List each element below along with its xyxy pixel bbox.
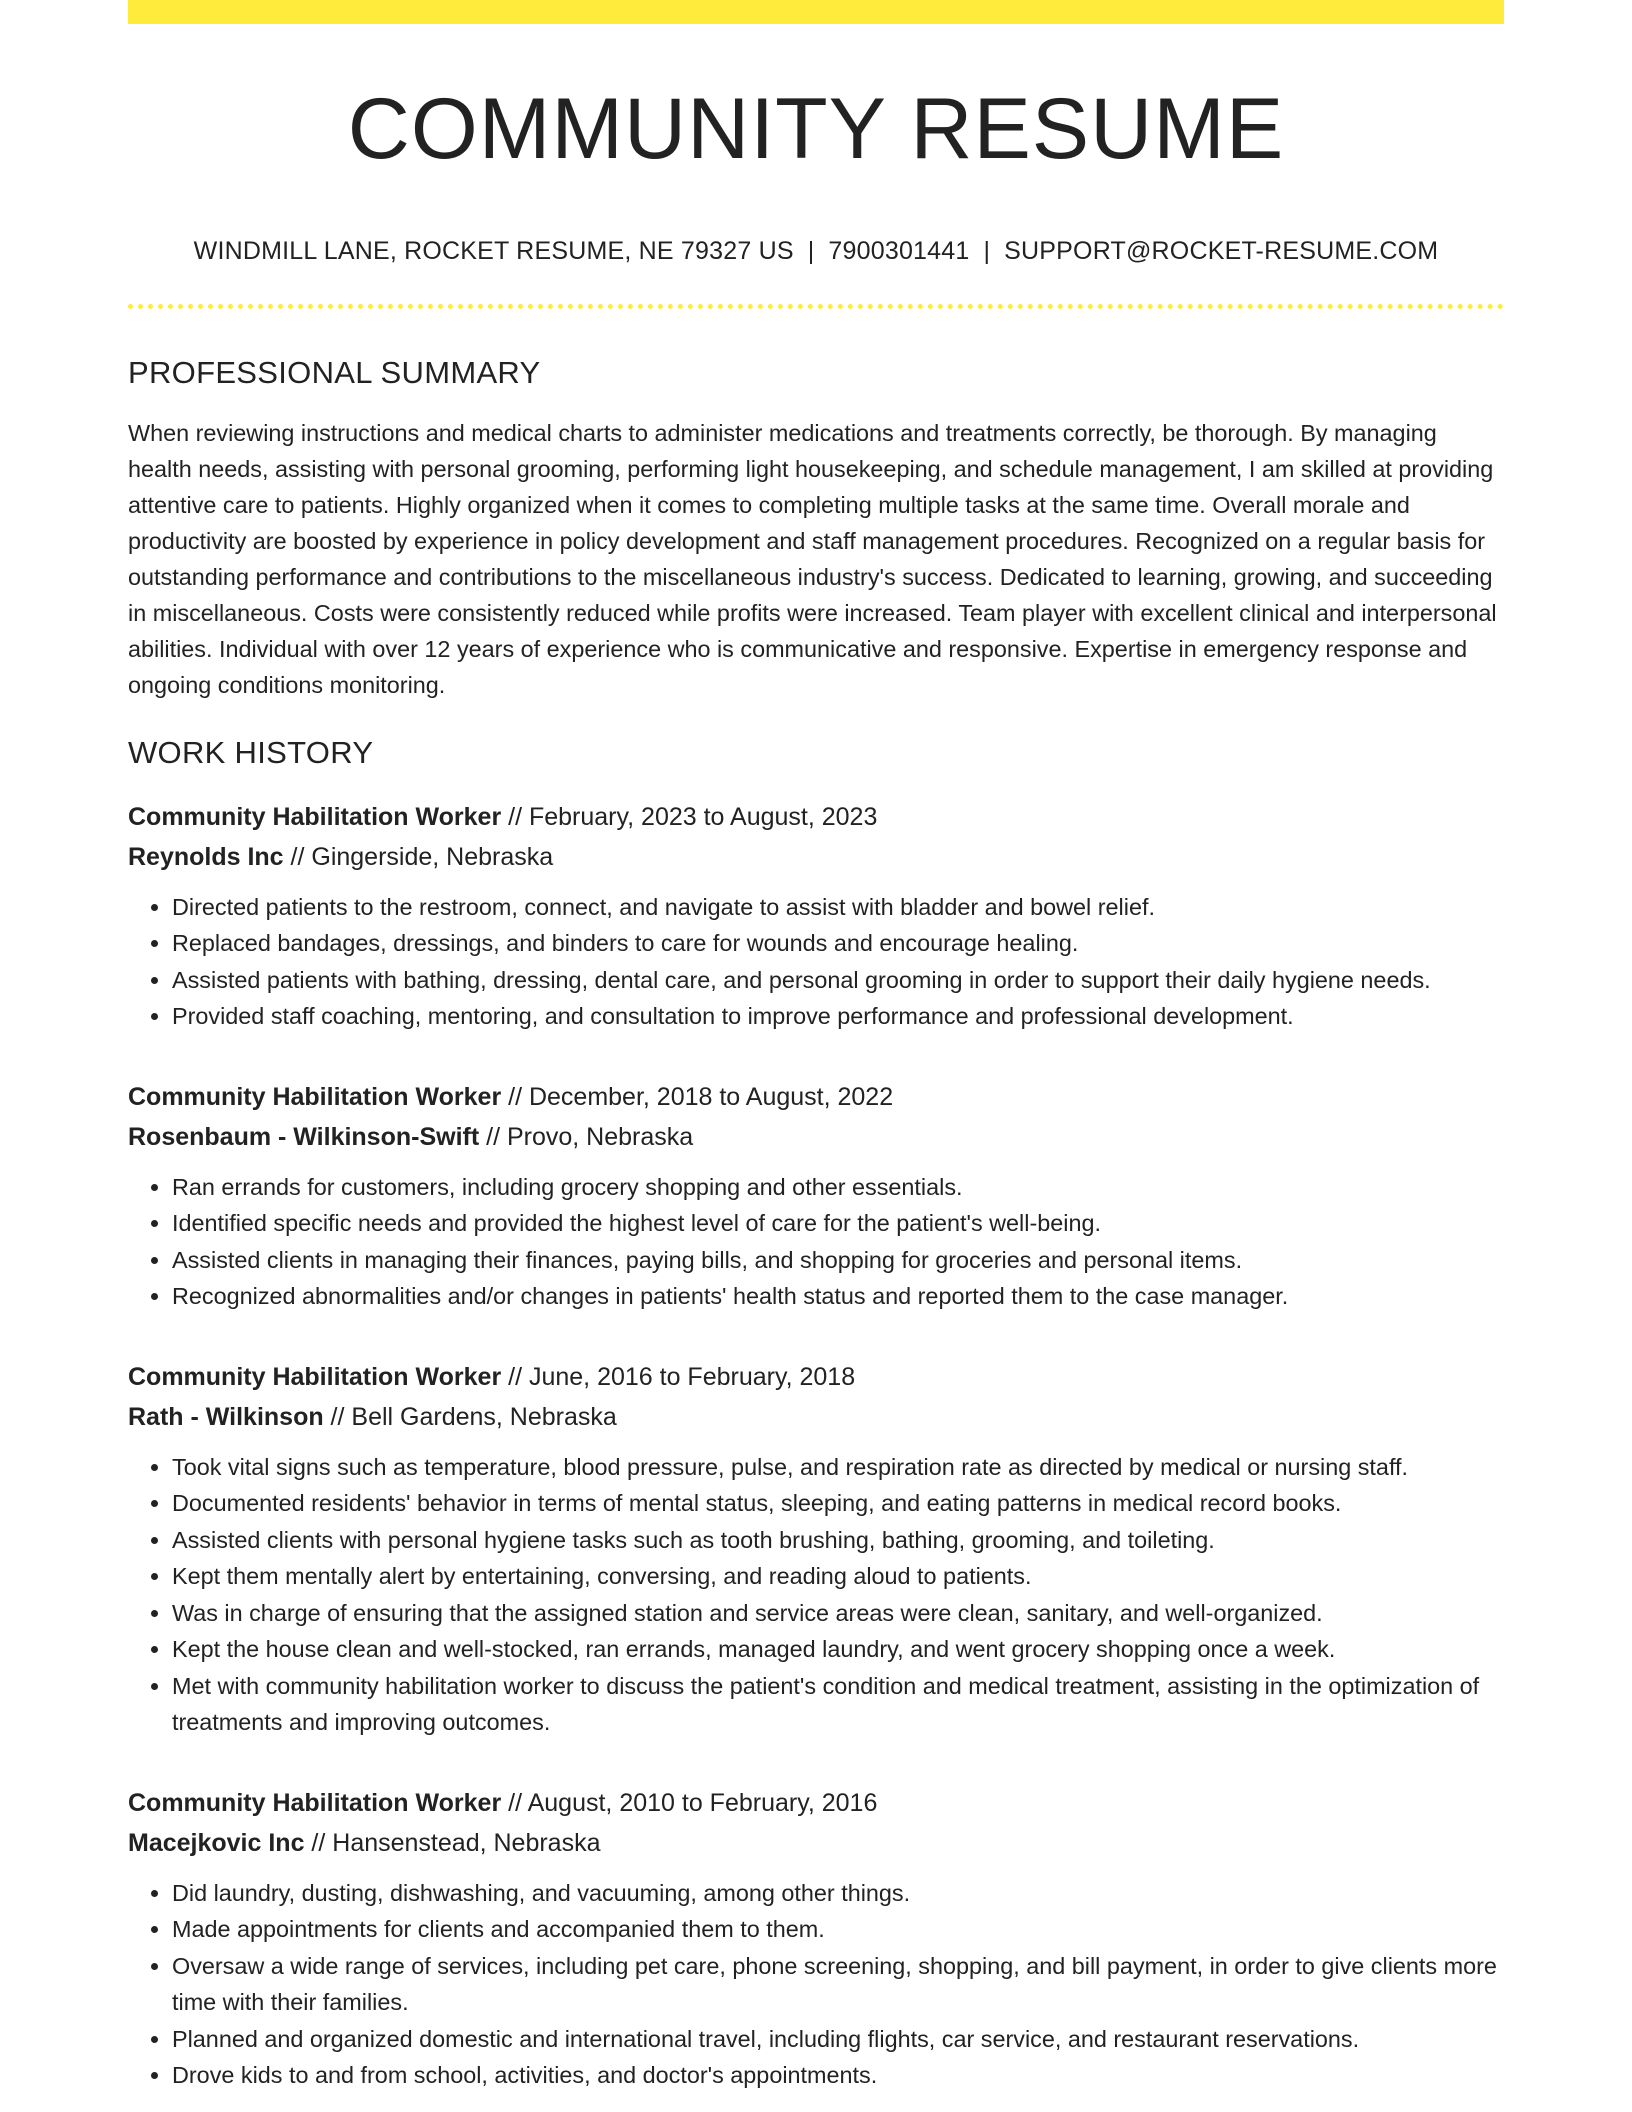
job-role-line (128, 1357, 1504, 1397)
job-role: Community Habilitation Worker (128, 1082, 502, 1111)
duty-item: • Documented residents' behavior in terms of mental status, sleeping, and eating patterns in medical record books. (172, 1485, 1504, 1522)
duty-item: • Ran errands for customers, including grocery shopping and other essentials. (172, 1169, 1504, 1206)
duty-item: • Was in charge of ensuring that the assigned station and service areas were clean, sanitary, and well-organized. (172, 1595, 1504, 1632)
duty-list (128, 1169, 1504, 1315)
duty-item: • Assisted patients with bathing, dressing, dental care, and personal grooming in order to support their daily hygiene needs. (172, 962, 1504, 999)
top-accent-bar (128, 0, 1504, 24)
duty-list (128, 1449, 1504, 1741)
job-dates: // August, 2010 to February, 2016 (501, 1788, 878, 1817)
duty-item: • Planned and organized domestic and international travel, including flights, car service, and restaurant reservations. (172, 2021, 1504, 2058)
duty-item: • Made appointments for clients and accompanied them to them. (172, 1911, 1504, 1948)
job-company: Reynolds Inc (128, 842, 284, 871)
duty-item: • Oversaw a wide range of services, including pet care, phone screening, shopping, and bill payment, in order to give clients more time with their families. (172, 1948, 1504, 2021)
job-company: Rath - Wilkinson (128, 1402, 324, 1431)
job-dates: // December, 2018 to August, 2022 (501, 1082, 894, 1111)
summary-title: PROFESSIONAL SUMMARY (128, 354, 541, 390)
duty-item: • Directed patients to the restroom, connect, and navigate to assist with bladder and bowel relief. (172, 889, 1504, 926)
dotted-divider (128, 304, 1504, 309)
job-company-line (128, 1823, 1504, 1863)
job-entry (128, 1357, 1504, 1741)
duty-item: • Drove kids to and from school, activities, and doctor's appointments. (172, 2057, 1504, 2094)
duty-list (128, 889, 1504, 1035)
job-location: // Provo, Nebraska (479, 1122, 694, 1151)
contact-line (128, 237, 1504, 266)
duty-item: • Assisted clients in managing their finances, paying bills, and shopping for groceries and personal items. (172, 1242, 1504, 1279)
job-role: Community Habilitation Worker (128, 1362, 502, 1391)
duty-item: • Did laundry, dusting, dishwashing, and vacuuming, among other things. (172, 1875, 1504, 1912)
job-entry (128, 1783, 1504, 2094)
job-location: // Bell Gardens, Nebraska (323, 1402, 617, 1431)
contact-phone: 7900301441 (828, 236, 970, 265)
job-entry (128, 1077, 1504, 1315)
duty-item: • Provided staff coaching, mentoring, and consultation to improve performance and professional development. (172, 998, 1504, 1035)
contact-separator: | (807, 236, 815, 265)
contact-separator: | (983, 236, 991, 265)
job-company: Macejkovic Inc (128, 1828, 305, 1857)
job-location: // Hansenstead, Nebraska (304, 1828, 601, 1857)
job-dates: // June, 2016 to February, 2018 (501, 1362, 856, 1391)
contact-address: WINDMILL LANE, ROCKET RESUME, NE 79327 US (193, 236, 794, 265)
job-role-line (128, 1077, 1504, 1117)
resume-name: COMMUNITY RESUME (347, 81, 1285, 177)
job-company-line (128, 1117, 1504, 1157)
duty-list (128, 1875, 1504, 2094)
duty-item: • Assisted clients with personal hygiene tasks such as tooth brushing, bathing, grooming, and toileting. (172, 1522, 1504, 1559)
job-company-line (128, 837, 1504, 877)
job-role: Community Habilitation Worker (128, 1788, 502, 1817)
duty-item: • Took vital signs such as temperature, blood pressure, pulse, and respiration rate as directed by medical or nursing staff. (172, 1449, 1504, 1486)
job-role: Community Habilitation Worker (128, 802, 502, 831)
job-company-line (128, 1397, 1504, 1437)
duty-item: • Kept the house clean and well-stocked, ran errands, managed laundry, and went grocery shopping once a week. (172, 1631, 1504, 1668)
job-company: Rosenbaum - Wilkinson-Swift (128, 1122, 480, 1151)
work-history-title: WORK HISTORY (128, 734, 374, 770)
job-role-line (128, 797, 1504, 837)
job-location: // Gingerside, Nebraska (283, 842, 554, 871)
resume-page (128, 0, 1504, 2094)
duty-item: • Kept them mentally alert by entertaining, conversing, and reading aloud to patients. (172, 1558, 1504, 1595)
duty-item: • Recognized abnormalities and/or changes in patients' health status and reported them to the case manager. (172, 1278, 1504, 1315)
duty-item: • Met with community habilitation worker to discuss the patient's condition and medical treatment, assisting in the optimization of treatments and improving outcomes. (172, 1668, 1504, 1741)
duty-item: • Identified specific needs and provided the highest level of care for the patient's well-being. (172, 1205, 1504, 1242)
job-role-line (128, 1783, 1504, 1823)
job-dates: // February, 2023 to August, 2023 (501, 802, 878, 831)
contact-email: SUPPORT@ROCKET-RESUME.COM (1004, 236, 1439, 265)
job-entry (128, 797, 1504, 1035)
summary-text: When reviewing instructions and medical charts to administer medications and treatments correctly, be thorough. By managing health needs, assisting with personal grooming, performing light housekeeping, and schedule management, I am skilled at providing attentive care to patients. Highly organized when it comes to completing multiple tasks at the same time. Overall morale and productivity are boosted by experience in policy development and staff management procedures. Recognized on a regular basis for outstanding performance and contributions to the miscellaneous industry's success. Dedicated to learning, growing, and succeeding in miscellaneous. Costs were consistently reduced while profits were increased. Team player with excellent clinical and interpersonal abilities. Individual with over 12 years of experience who is communicative and responsive. Expertise in emergency response and ongoing conditions monitoring. (128, 419, 1497, 698)
duty-item: • Replaced bandages, dressings, and binders to care for wounds and encourage healing. (172, 925, 1504, 962)
